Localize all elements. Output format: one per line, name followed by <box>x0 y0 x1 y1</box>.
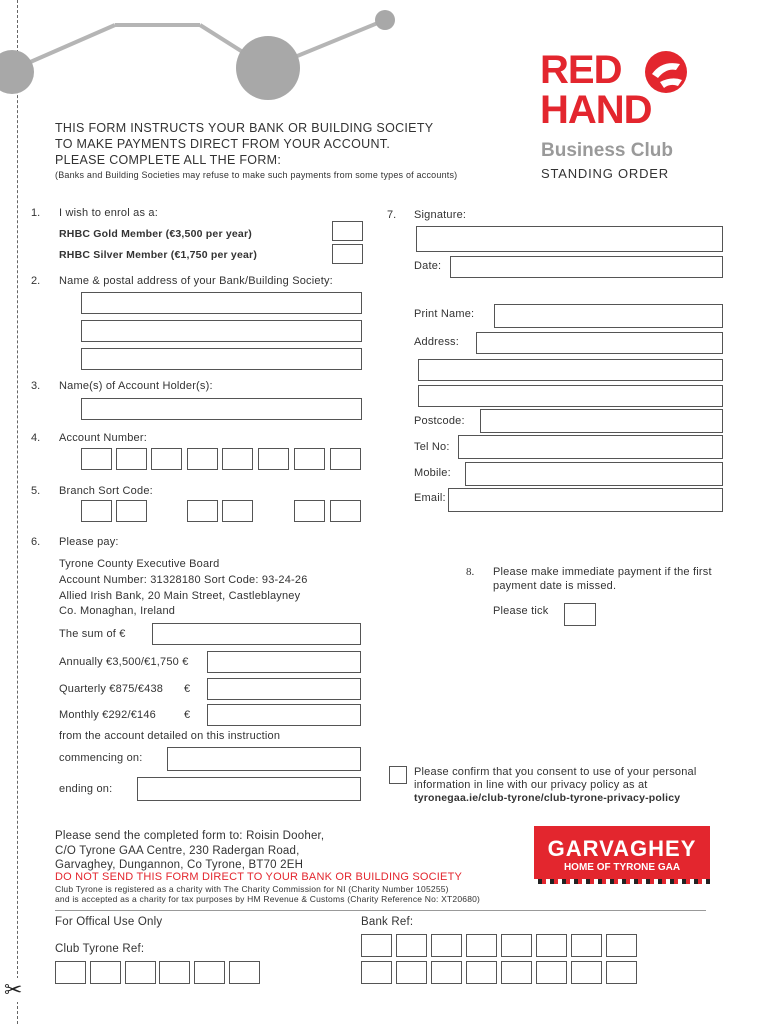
scissors-icon: ✂ <box>4 977 23 1002</box>
consent-text-2: information in line with our privacy policy as at <box>414 779 648 791</box>
quarterly-euro: € <box>184 683 191 695</box>
header-line-1: THIS FORM INSTRUCTS YOUR BANK OR BUILDING SOCIETY <box>55 121 434 135</box>
consent-text-1: Please confirm that you consent to use of your personal <box>414 766 697 778</box>
bank-ref-box-14[interactable] <box>536 961 567 984</box>
garvaghey-name: GARVAGHEY <box>547 836 697 861</box>
bank-ref-label: Bank Ref: <box>361 916 414 928</box>
print-name-input[interactable] <box>494 304 723 328</box>
tel-label: Tel No: <box>414 441 450 453</box>
bank-address-line-3[interactable] <box>81 348 362 370</box>
from-account-label: from the account detailed on this instruction <box>59 730 281 742</box>
sum-label: The sum of € <box>59 628 126 640</box>
privacy-policy-link[interactable]: tyronegaa.ie/club-tyrone/club-tyrone-privacy-policy <box>414 792 681 804</box>
send-to-line-1: Please send the completed form to: Roisin Dooher, <box>55 830 325 842</box>
garvaghey-sub: HOME OF TYRONE GAA <box>563 862 681 873</box>
quarterly-input[interactable] <box>207 678 361 700</box>
logo-business-club: Business Club <box>541 140 673 161</box>
account-digit-1[interactable] <box>81 448 112 470</box>
gold-member-checkbox[interactable] <box>332 221 363 241</box>
mobile-input[interactable] <box>465 462 723 486</box>
section-1-label: I wish to enrol as a: <box>59 207 158 219</box>
payee-line-4: Co. Monaghan, Ireland <box>59 605 176 617</box>
sort-code-digit-5[interactable] <box>294 500 325 522</box>
section-2-label: Name & postal address of your Bank/Building Society: <box>59 275 333 287</box>
official-use-label: For Offical Use Only <box>55 916 163 928</box>
section-8-text-2: payment date is missed. <box>493 580 617 592</box>
bank-address-line-1[interactable] <box>81 292 362 314</box>
address-label: Address: <box>414 336 460 348</box>
signature-input[interactable] <box>416 226 723 252</box>
bank-ref-box-11[interactable] <box>431 961 462 984</box>
account-digit-8[interactable] <box>330 448 361 470</box>
garvaghey-stripe <box>534 879 710 884</box>
sort-code-digit-2[interactable] <box>116 500 147 522</box>
silver-member-label: RHBC Silver Member (€1,750 per year) <box>59 249 258 261</box>
please-tick-label: Please tick <box>493 605 549 617</box>
immediate-payment-checkbox[interactable] <box>564 603 596 626</box>
sum-input[interactable] <box>152 623 361 645</box>
bank-ref-box-9[interactable] <box>361 961 392 984</box>
charity-line-1: Club Tyrone is registered as a charity with The Charity Commission for NI (Charity Number 105255) <box>55 884 449 894</box>
section-6-number: 6. <box>31 536 41 548</box>
consent-checkbox[interactable] <box>389 766 407 784</box>
annually-input[interactable] <box>207 651 361 673</box>
bank-ref-box-12[interactable] <box>466 961 497 984</box>
annually-label: Annually €3,500/€1,750 € <box>59 656 189 668</box>
club-ref-box-1[interactable] <box>55 961 86 984</box>
section-4-number: 4. <box>31 432 41 444</box>
account-digit-2[interactable] <box>116 448 147 470</box>
signature-label: Signature: <box>414 209 467 221</box>
monthly-input[interactable] <box>207 704 361 726</box>
section-8-text-1: Please make immediate payment if the first <box>493 566 712 578</box>
molecule-graphic <box>0 0 420 110</box>
monthly-label: Monthly €292/€146 <box>59 709 156 721</box>
cut-line <box>17 0 18 1024</box>
section-4-label: Account Number: <box>59 432 147 444</box>
account-holder-input[interactable] <box>81 398 362 420</box>
bank-ref-box-7[interactable] <box>571 934 602 957</box>
account-digit-5[interactable] <box>222 448 253 470</box>
club-ref-box-3[interactable] <box>125 961 156 984</box>
date-label: Date: <box>414 260 442 272</box>
email-label: Email: <box>414 492 446 504</box>
commencing-input[interactable] <box>167 747 361 771</box>
commencing-label: commencing on: <box>59 752 143 764</box>
address-input-1[interactable] <box>476 332 723 354</box>
club-ref-box-6[interactable] <box>229 961 260 984</box>
send-to-line-3: Garvaghey, Dungannon, Co Tyrone, BT70 2EH <box>55 859 304 871</box>
payee-line-3: Allied Irish Bank, 20 Main Street, Castleblayney <box>59 590 301 602</box>
club-ref-label: Club Tyrone Ref: <box>55 943 145 955</box>
account-digit-4[interactable] <box>187 448 218 470</box>
bank-ref-box-16[interactable] <box>606 961 637 984</box>
sort-code-digit-4[interactable] <box>222 500 253 522</box>
silver-member-checkbox[interactable] <box>332 244 363 264</box>
gold-member-label: RHBC Gold Member (€3,500 per year) <box>59 228 252 240</box>
bank-ref-box-8[interactable] <box>606 934 637 957</box>
ending-input[interactable] <box>137 777 361 801</box>
address-input-2[interactable] <box>418 359 723 381</box>
postcode-label: Postcode: <box>414 415 465 427</box>
logo-red-text: RED <box>540 48 622 92</box>
bank-address-line-2[interactable] <box>81 320 362 342</box>
sort-code-digit-6[interactable] <box>330 500 361 522</box>
bank-ref-box-15[interactable] <box>571 961 602 984</box>
account-digit-3[interactable] <box>151 448 182 470</box>
section-1-number: 1. <box>31 207 41 219</box>
section-3-label: Name(s) of Account Holder(s): <box>59 380 213 392</box>
payee-line-1: Tyrone County Executive Board <box>59 558 220 570</box>
address-input-3[interactable] <box>418 385 723 407</box>
logo-standing-order: STANDING ORDER <box>541 166 669 181</box>
logo-hand-text: HAND <box>540 88 652 132</box>
bank-ref-box-5[interactable] <box>501 934 532 957</box>
send-to-line-2: C/O Tyrone GAA Centre, 230 Radergan Road, <box>55 845 300 857</box>
bank-ref-box-10[interactable] <box>396 961 427 984</box>
bank-ref-box-2[interactable] <box>396 934 427 957</box>
sort-code-digit-1[interactable] <box>81 500 112 522</box>
charity-line-2: and is accepted as a charity for tax purposes by HM Revenue & Customs (Charity Reference No: XT20680) <box>55 894 481 904</box>
tel-input[interactable] <box>458 435 723 459</box>
bank-ref-box-1[interactable] <box>361 934 392 957</box>
payee-line-2: Account Number: 31328180 Sort Code: 93-24-26 <box>59 574 308 586</box>
header-line-2: TO MAKE PAYMENTS DIRECT FROM YOUR ACCOUNT. <box>55 137 391 151</box>
club-ref-box-4[interactable] <box>159 961 190 984</box>
section-7-number: 7. <box>387 209 397 221</box>
sort-code-digit-3[interactable] <box>187 500 218 522</box>
date-input[interactable] <box>450 256 723 278</box>
bank-ref-box-6[interactable] <box>536 934 567 957</box>
club-ref-box-5[interactable] <box>194 961 225 984</box>
section-5-label: Branch Sort Code: <box>59 485 153 497</box>
mobile-label: Mobile: <box>414 467 451 479</box>
bank-ref-box-3[interactable] <box>431 934 462 957</box>
monthly-euro: € <box>184 709 191 721</box>
section-5-number: 5. <box>31 485 41 497</box>
warning-text: DO NOT SEND THIS FORM DIRECT TO YOUR BANK OR BUILDING SOCIETY <box>55 871 463 883</box>
garvaghey-logo <box>534 826 710 884</box>
bank-ref-box-13[interactable] <box>501 961 532 984</box>
ending-label: ending on: <box>59 783 113 795</box>
header-note: (Banks and Building Societies may refuse to make such payments from some types of accounts) <box>55 170 458 180</box>
section-3-number: 3. <box>31 380 41 392</box>
print-name-label: Print Name: <box>414 308 475 320</box>
bank-ref-box-4[interactable] <box>466 934 497 957</box>
account-digit-7[interactable] <box>294 448 325 470</box>
section-6-label: Please pay: <box>59 536 119 548</box>
red-hand-logo <box>540 50 700 185</box>
header-line-3: PLEASE COMPLETE ALL THE FORM: <box>55 153 282 167</box>
club-ref-box-2[interactable] <box>90 961 121 984</box>
postcode-input[interactable] <box>480 409 723 433</box>
section-2-number: 2. <box>31 275 41 287</box>
section-8-number: 8. <box>466 566 475 578</box>
footer-divider <box>55 910 706 911</box>
quarterly-label: Quarterly €875/€438 <box>59 683 164 695</box>
email-input[interactable] <box>448 488 723 512</box>
account-digit-6[interactable] <box>258 448 289 470</box>
